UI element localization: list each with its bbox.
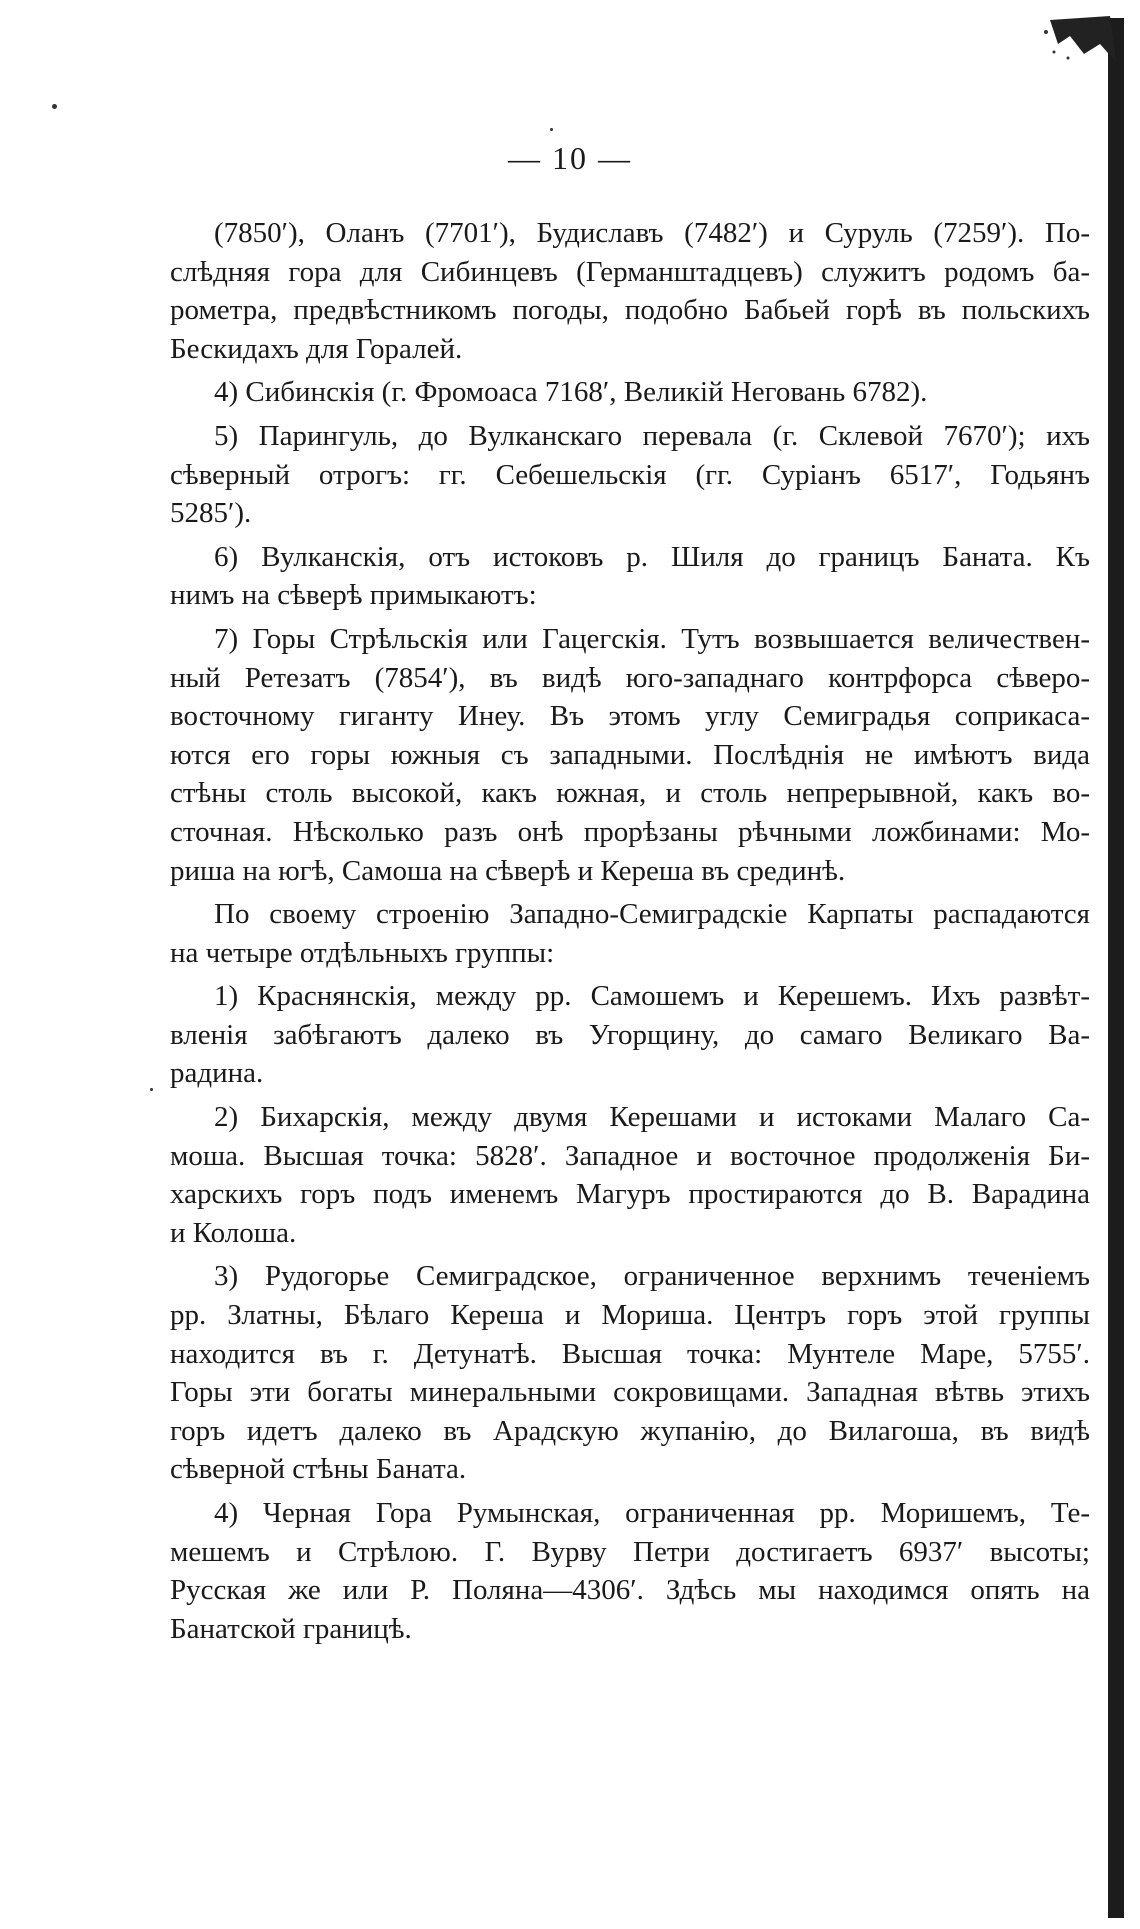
text-line: Русская же или Р. Поляна—4306′. Здѣсь мы находимся опять на — [170, 1574, 1090, 1607]
paragraph — [170, 1257, 1090, 1489]
paragraph — [170, 417, 1090, 533]
text-line: Горы эти богаты минеральными сокровищами. Западная вѣтвь этихъ — [170, 1376, 1090, 1409]
text-line: 1) Краснянскія, между рр. Самошемъ и Керешемъ. Ихъ развѣт- — [214, 980, 1090, 1013]
paragraph — [170, 1098, 1090, 1252]
text-line: ный Ретезатъ (7854′), въ видѣ юго-западнаго контрфорса сѣверо- — [170, 661, 1090, 694]
text-line: находится въ г. Детунатѣ. Высшая точка: Мунтеле Маре, 5755′. — [170, 1337, 1090, 1370]
text-line: По своему строенію Западно-Семиградскіе Карпаты распадаются — [214, 898, 1090, 931]
text-line: сточная. Нѣсколько разъ онѣ прорѣзаны рѣчными ложбинами: Мо- — [170, 815, 1090, 848]
text-line: рр. Златны, Бѣлаго Кереша и Мориша. Центръ горъ этой группы — [170, 1299, 1090, 1332]
text-line: 5) Парингуль, до Вулканскаго перевала (г. Склевой 7670′); ихъ — [214, 419, 1090, 452]
text-line: 3) Рудогорье Семиградское, ограниченное верхнимъ теченіемъ — [214, 1260, 1090, 1293]
text-line: 4) Черная Гора Румынская, ограниченная рр. Моришемъ, Те- — [214, 1497, 1090, 1529]
text-line: стѣны столь высокой, какъ южная, и столь непрерывной, какъ во- — [170, 777, 1090, 810]
text-line: слѣдняя гора для Сибинцевъ (Германштадцевъ) служитъ родомъ ба- — [170, 255, 1090, 288]
scan-speck — [52, 104, 57, 109]
paragraph — [170, 214, 1090, 368]
scan-edge-blot — [1040, 14, 1120, 64]
text-line: 2) Бихарскія, между двумя Керешами и истоками Малаго Са- — [214, 1101, 1090, 1134]
text-line: Бескидахъ для Горалей. — [170, 332, 463, 365]
paragraph — [170, 538, 1090, 615]
text-line: 4) Сибинскія (г. Фромоаса 7168′, Великій Неговань 6782). — [214, 376, 928, 409]
text-line: харскихъ горъ подъ именемъ Магуръ простираются до В. Варадина — [170, 1178, 1090, 1211]
text-line: риша на югѣ, Самоша на сѣверѣ и Кереша въ срединѣ. — [170, 854, 846, 887]
text-line: рометра, предвѣстникомъ погоды, подобно Бабьей горѣ въ польскихъ — [170, 294, 1090, 327]
text-line: сѣверной стѣны Баната. — [170, 1453, 467, 1486]
text-line: сѣверный отрогъ: гг. Себешельскія (гг. Суріанъ 6517′, Годьянъ — [170, 458, 1090, 491]
text-line: вленія забѣгаютъ далеко въ Угорщину, до самаго Великаго Ва- — [170, 1018, 1090, 1051]
text-line: 7) Горы Стрѣльскія или Гацегскія. Тутъ возвышается величествен- — [214, 622, 1090, 655]
paragraph — [170, 977, 1090, 1093]
text-line: ются его горы южныя съ западными. Послѣднія не имѣютъ вида — [170, 738, 1090, 771]
paragraph — [170, 620, 1090, 890]
text-line: восточному гиганту Инеу. Въ этомъ углу Семиградья соприкаса- — [170, 700, 1090, 733]
text-line: мешемъ и Стрѣлою. Г. Вурву Петри достигаетъ 6937′ высоты; — [170, 1535, 1090, 1568]
text-line: 6) Вулканскія, отъ истоковъ р. Шиля до границъ Баната. Къ — [214, 540, 1090, 573]
text-line: моша. Высшая точка: 5828′. Западное и восточное продолженія Би- — [170, 1139, 1090, 1172]
text-line: 5285′). — [170, 497, 252, 530]
paragraph — [170, 895, 1090, 972]
paragraph — [170, 1494, 1090, 1648]
scan-speck — [550, 128, 553, 131]
text-line: (7850′), Оланъ (7701′), Будиславъ (7482′) и Суруль (7259′). По- — [214, 217, 1090, 249]
text-line: на четыре отдѣльныхъ группы: — [170, 936, 555, 969]
page-number: — 10 — — [508, 140, 632, 176]
text-line: горъ идетъ далеко въ Арадскую жупанію, до Вилагоша, въ видѣ — [170, 1414, 1090, 1447]
text-line: и Колоша. — [170, 1216, 297, 1249]
text-line: Банатской границѣ. — [170, 1612, 412, 1645]
scan-speck — [150, 1088, 153, 1091]
paragraph — [170, 373, 1090, 412]
text-line: радина. — [170, 1057, 264, 1090]
scan-edge-shadow — [1108, 18, 1124, 1918]
text-line: нимъ на сѣверѣ примыкаютъ: — [170, 579, 537, 612]
body-text — [170, 214, 1090, 1653]
